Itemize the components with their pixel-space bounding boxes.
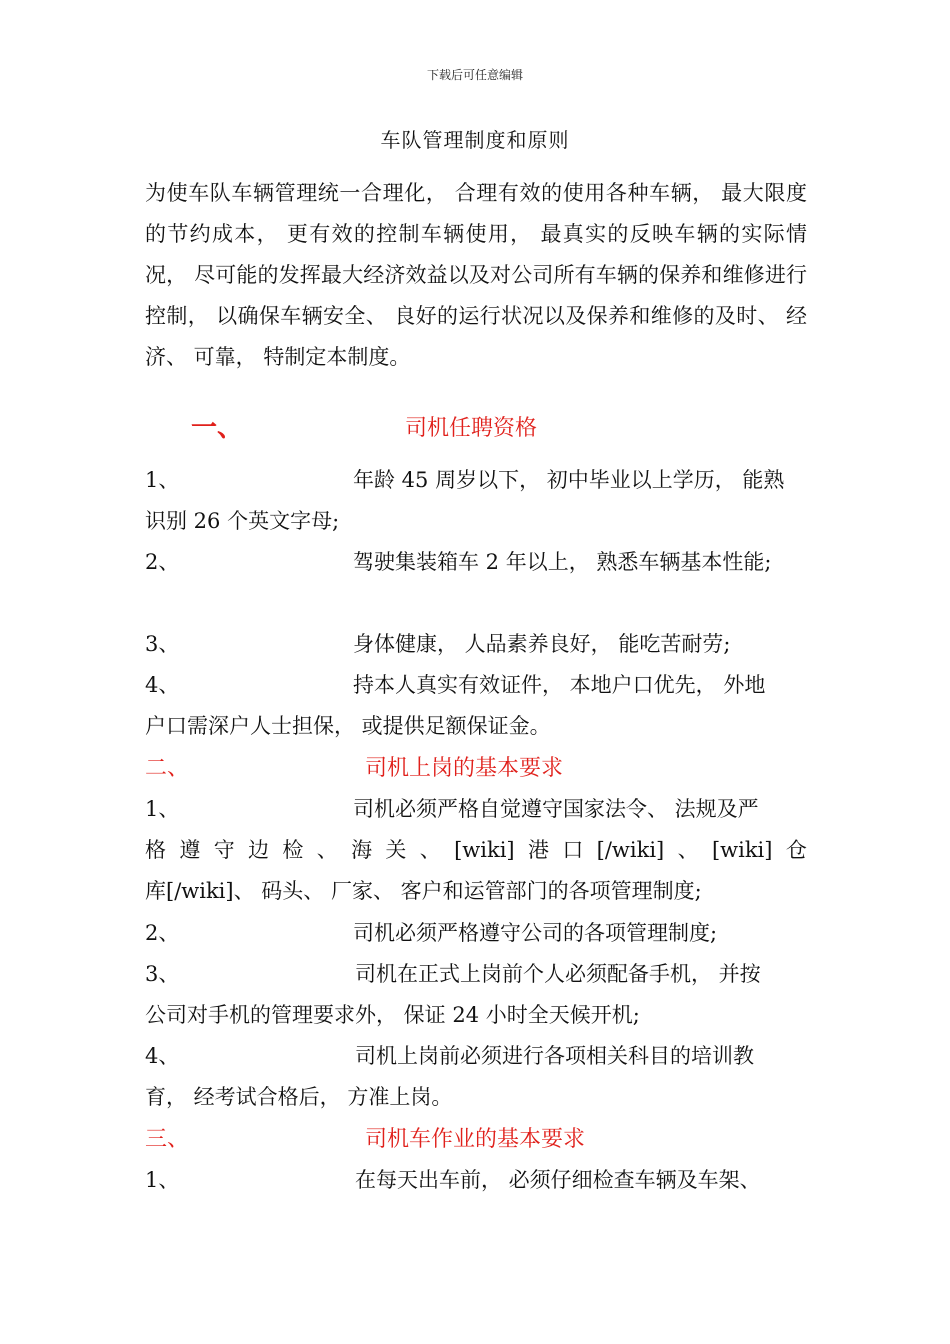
section-2-number: 二、 [145,756,190,781]
item-text: 身体健康， 人品素养良好， 能吃苦耐劳; [353,632,731,656]
item-text: 司机在正式上岗前个人必须配备手机， 并按 [355,962,761,986]
item-text: 年龄 45 周岁以下， 初中毕业以上学历， 能熟 [353,468,785,492]
item-number: 1、 [145,468,180,492]
word: 检 [282,838,304,862]
item-number: 1、 [145,797,180,821]
item-number: 3、 [145,962,180,986]
section-1-number: 一、 [191,413,244,443]
item-text: 持本人真实有效证件， 本地户口优先， 外地 [353,673,766,697]
word: 守 [213,838,235,862]
word: [wiki] [711,838,773,862]
word: 关 [385,838,407,862]
word: 边 [248,838,270,862]
section-1-title: 司机任聘资格 [405,416,538,441]
intro-paragraph: 为使车队车辆管理统一合理化， 合理有效的使用各种车辆， 最大限度的节约成本， 更有效的控制车辆使用， 最真实的反映车辆的实际情况， 尽可能的发挥最大经济效益以及对公司所有车辆的保养和维修进行控制， 以确保车辆安全、 良好的运行状况以及保养和维修的及时、 经济、 可靠， 特制定本制度。 [145,181,807,369]
word: 、 [419,838,441,862]
item-number: 2、 [145,550,180,574]
word: 、 [677,838,699,862]
item-text-continued: 识别 26 个英文字母; [145,509,340,533]
item-text: 司机必须严格自觉遵守国家法令、 法规及严 [353,797,759,821]
word: [/wiki] [596,838,665,862]
item-text: 司机必须严格遵守公司的各项管理制度; [353,921,718,945]
item-number: 3、 [145,632,180,656]
word: 格 [145,838,166,862]
word: 仓 [785,838,807,862]
section-3-title: 司机车作业的基本要求 [365,1127,586,1152]
word: [wiki] [454,838,515,862]
item-text-continued: 库[/wiki]、 码头、 厂家、 客户和运管部门的各项管理制度; [145,879,702,903]
document-title: 车队管理制度和原则 [380,128,570,152]
item-text: 在每天出车前， 必须仔细检查车辆及车架、 [355,1168,761,1192]
word: 遵 [179,838,201,862]
header-note: 下载后可任意编辑 [426,68,523,82]
section-3-number: 三、 [145,1127,190,1152]
item-text-continued: 公司对手机的管理要求外， 保证 24 小时全天候开机; [145,1003,640,1027]
item-text-continued: 育， 经考试合格后， 方准上岗。 [145,1085,453,1109]
item-text-justified-line [145,830,807,871]
item-number: 1、 [145,1168,180,1192]
item-number: 4、 [145,673,180,697]
item-number: 4、 [145,1044,180,1068]
word: 海 [351,838,373,862]
section-2-title: 司机上岗的基本要求 [365,756,564,781]
item-text: 司机上岗前必须进行各项相关科目的培训教 [355,1044,754,1068]
item-text: 驾驶集装箱车 2 年以上， 熟悉车辆基本性能; [353,550,772,574]
word: 、 [316,838,338,862]
item-text-continued: 户口需深户人士担保， 或提供足额保证金。 [145,714,551,738]
word: 口 [562,838,584,862]
item-number: 2、 [145,921,180,945]
word: 港 [527,838,549,862]
